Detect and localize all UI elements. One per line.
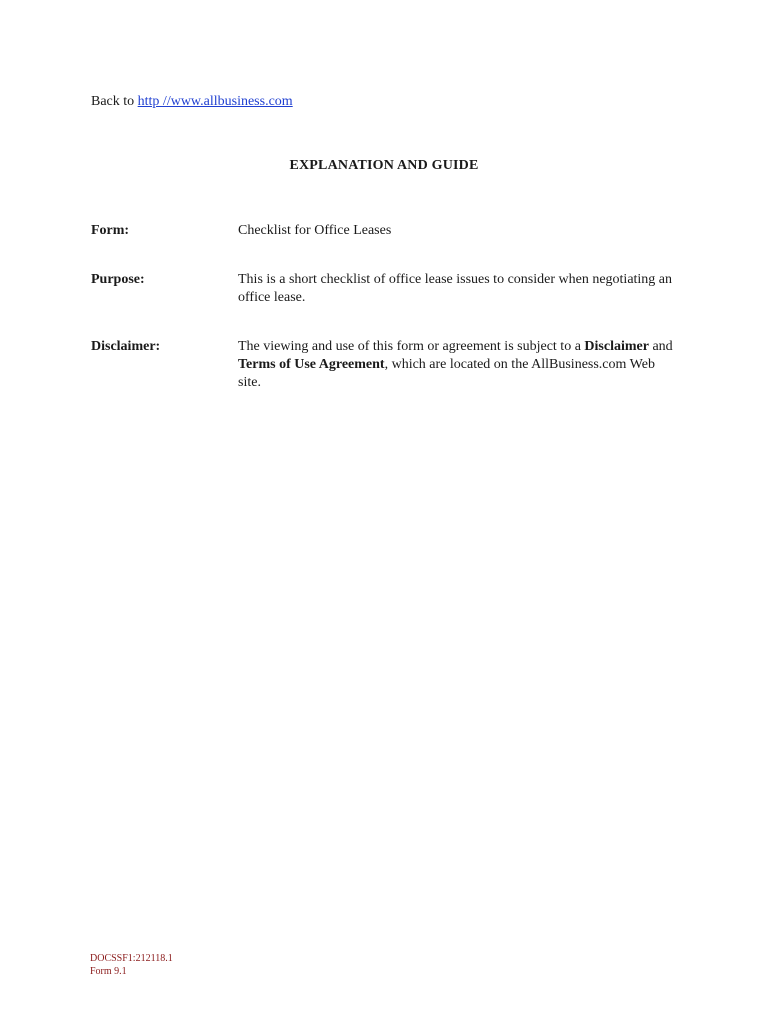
page-title: EXPLANATION AND GUIDE	[289, 158, 479, 173]
disclaimer-text-1: The viewing and use of this form or agreement is subject to a	[238, 339, 585, 354]
form-value: Checklist for Office Leases	[238, 223, 392, 238]
back-prefix: Back to	[91, 94, 138, 109]
disclaimer-label: Disclaimer:	[91, 339, 161, 354]
disclaimer-bold-term: Disclaimer	[584, 339, 649, 354]
document-footer	[90, 952, 173, 978]
disclaimer-value	[238, 338, 678, 392]
purpose-label: Purpose:	[91, 272, 145, 287]
purpose-value: This is a short checklist of office lease issues to consider when negotiating an office lease.	[238, 272, 673, 305]
terms-of-use-bold-term: Terms of Use Agreement	[238, 357, 385, 372]
back-link-line	[91, 93, 293, 111]
disclaimer-text-3: , which are located on the AllBusiness.com Web site.	[238, 357, 655, 390]
footer-doc-id: DOCSSF1:212118.1	[90, 953, 173, 964]
form-label: Form:	[91, 223, 130, 238]
allbusiness-link[interactable]: http //www.allbusiness.com	[137, 94, 293, 109]
disclaimer-text-2: and	[648, 339, 673, 354]
footer-form-number: Form 9.1	[90, 966, 127, 977]
